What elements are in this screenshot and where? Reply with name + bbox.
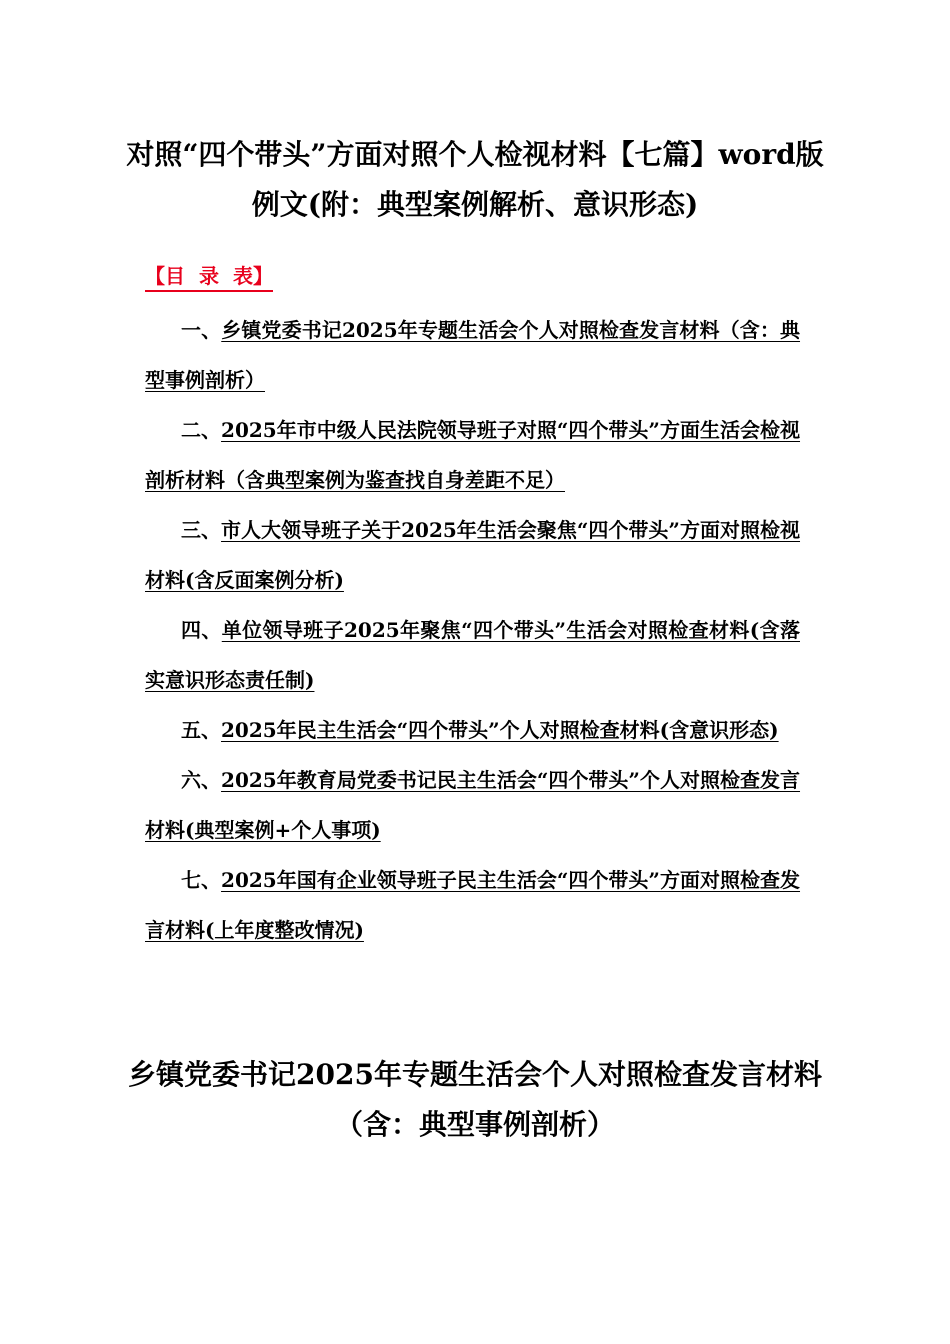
document-title: 对照“四个带头”方面对照个人检视材料【七篇】word版例文(附：典型案例解析、意识形态) xyxy=(126,138,824,221)
toc-heading-close-bracket: 】 xyxy=(253,264,273,288)
toc-item-number: 四、 xyxy=(181,618,222,642)
toc-item-number: 六、 xyxy=(181,768,222,792)
toc-item-7[interactable] xyxy=(145,855,800,955)
toc-item-number: 七、 xyxy=(181,868,222,892)
toc-item-2[interactable] xyxy=(145,405,800,505)
toc-item-number: 三、 xyxy=(181,518,222,542)
toc-item-link[interactable]: 市人大领导班子关于2025年生活会聚焦“四个带头”方面对照检视材料(含反面案例分析) xyxy=(145,518,801,592)
section-title: 乡镇党委书记2025年专题生活会个人对照检查发言材料（含：典型事例剖析） xyxy=(128,1058,822,1141)
toc-heading-open-bracket: 【 xyxy=(145,264,165,288)
toc-item-link[interactable]: 2025年民主生活会“四个带头”个人对照检查材料(含意识形态) xyxy=(221,718,779,742)
toc-heading xyxy=(145,262,273,292)
toc-heading-char: 录 xyxy=(199,264,219,288)
toc-item-1[interactable] xyxy=(145,305,800,405)
toc-item-5[interactable] xyxy=(145,705,800,755)
toc-item-number: 一、 xyxy=(181,318,222,342)
toc-item-6[interactable] xyxy=(145,755,800,855)
toc-heading-char: 表 xyxy=(233,264,253,288)
toc-item-link[interactable]: 2025年国有企业领导班子民主生活会“四个带头”方面对照检查发言材料(上年度整改情况) xyxy=(145,868,801,942)
toc-item-number: 五、 xyxy=(181,718,221,742)
table-of-contents xyxy=(145,305,800,955)
toc-item-3[interactable] xyxy=(145,505,800,605)
toc-item-link[interactable]: 乡镇党委书记2025年专题生活会个人对照检查发言材料（含：典型事例剖析） xyxy=(145,318,801,392)
toc-item-4[interactable] xyxy=(145,605,800,705)
toc-item-number: 二、 xyxy=(181,418,222,442)
toc-item-link[interactable]: 单位领导班子2025年聚焦“四个带头”生活会对照检查材料(含落实意识形态责任制) xyxy=(145,618,800,692)
toc-item-link[interactable]: 2025年教育局党委书记民主生活会“四个带头”个人对照检查发言材料(典型案例+个人事项) xyxy=(145,768,801,842)
toc-heading-char: 目 xyxy=(165,264,185,288)
toc-item-link[interactable]: 2025年市中级人民法院领导班子对照“四个带头”方面生活会检视剖析材料（含典型案例为鉴查找自身差距不足） xyxy=(145,418,801,492)
